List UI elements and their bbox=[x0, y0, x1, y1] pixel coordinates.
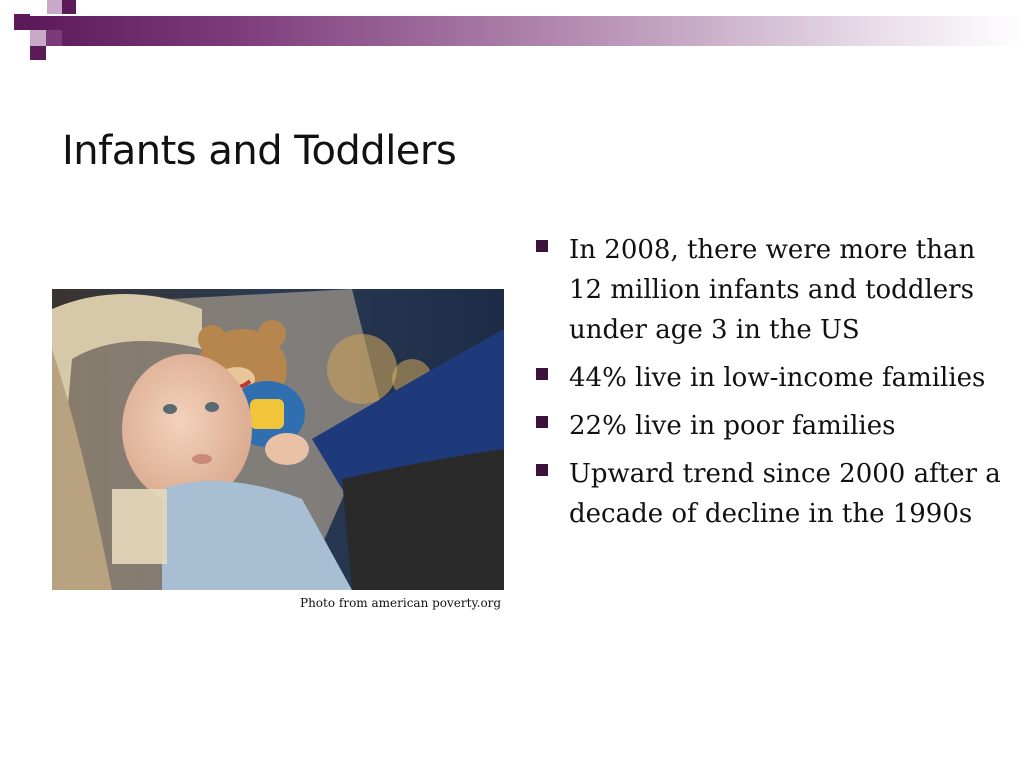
square-bullet-icon bbox=[536, 464, 548, 476]
bullet-item bbox=[534, 358, 1004, 398]
bullet-text: Upward trend since 2000 after a decade of decline in the 1990s bbox=[569, 459, 1001, 529]
decor-square bbox=[62, 0, 76, 14]
bullet-item bbox=[534, 454, 1004, 534]
bullet-list bbox=[534, 230, 1004, 542]
slide-title: Infants and Toddlers bbox=[62, 128, 457, 174]
bullet-text: 44% live in low-income families bbox=[569, 363, 986, 393]
decor-square bbox=[14, 14, 30, 30]
decor-square bbox=[46, 30, 62, 46]
decor-square bbox=[30, 46, 46, 60]
square-bullet-icon bbox=[536, 416, 548, 428]
baby-photo bbox=[52, 289, 504, 590]
photo-caption: Photo from american poverty.org bbox=[300, 596, 502, 610]
bullet-item bbox=[534, 230, 1004, 350]
bullet-text: 22% live in poor families bbox=[569, 411, 896, 441]
header-gradient-band bbox=[30, 16, 1024, 46]
decor-square bbox=[47, 0, 62, 14]
bullet-item bbox=[534, 406, 1004, 446]
decor-square bbox=[30, 30, 46, 46]
square-bullet-icon bbox=[536, 368, 548, 380]
square-bullet-icon bbox=[536, 240, 548, 252]
bullet-text: In 2008, there were more than 12 million infants and toddlers under age 3 in the US bbox=[569, 235, 976, 345]
